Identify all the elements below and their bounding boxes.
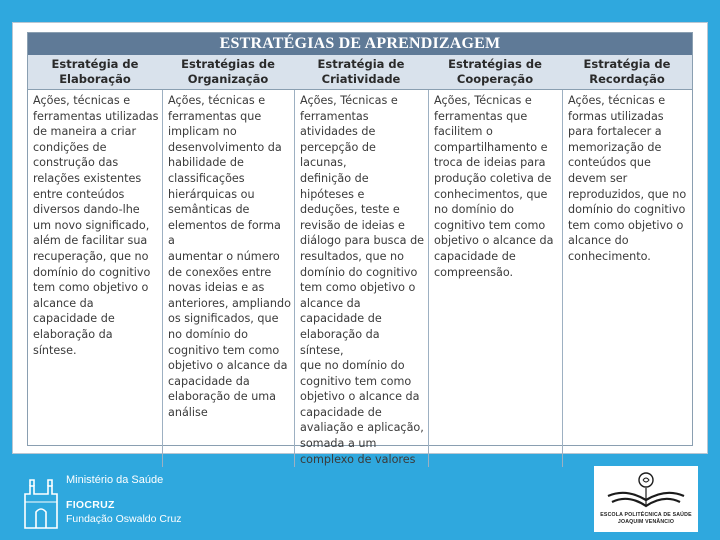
cell-cooperacao: Ações, Técnicas e ferramentas que facilitem o compartilhamento e troca de ideias para produção coletiva de conhecimentos, que no domínio do cognitivo tem como objetivo o alcance da capacidade de compreensão.: [428, 90, 562, 467]
header-criatividade: Estratégia de Criatividade: [317, 57, 405, 86]
strategies-table: [27, 32, 693, 466]
cell-elaboracao: Ações, técnicas e ferramentas utilizadas de maneira a criar condições de construção das relações existentes entre conteúdos diversos dando-lhe um novo significado, além de facilitar sua recuperação, que no domínio do cognitivo tem como objetivo o alcance da capacidade de elaboração da síntese.: [33, 94, 159, 357]
school-name-line1: ESCOLA POLITÉCNICA DE SAÚDE: [600, 512, 692, 518]
table-row: [28, 90, 692, 466]
header-recordacao: Estratégia de Recordação: [583, 57, 671, 86]
cell-criatividade: Ações, Técnicas e ferramentas atividades de percepção de lacunas, definição de hipóteses e deduções, teste e revisão de ideias e diálogo para busca de resultados, que no domínio do cognitivo tem como objetivo o alcance da capacidade de elaboração da síntese, que no domínio do cognitivo tem como objetivo o alcance da capacidade de avaliação e aplicação, somada a um complexo de valores: [294, 90, 428, 467]
cell-organizacao: Ações, técnicas e ferramentas que implicam no desenvolvimento da habilidade de classificações hierárquicas ou semânticas de elementos de forma a aumentar o número de conexões entre novas ideias e as anteriores, ampliando os significados, que no domínio do cognitivo tem como objetivo o alcance da capacidade da elaboração de uma análise: [162, 90, 294, 467]
ministry-label: Ministério da Saúde: [66, 474, 164, 486]
table-title: ESTRATÉGIAS DE APRENDIZAGEM: [28, 33, 692, 55]
open-book-icon: [594, 466, 698, 512]
fiocruz-label: FIOCRUZ: [66, 499, 115, 511]
table-header-row: [28, 55, 692, 90]
cell-recordacao: Ações, técnicas e formas utilizadas para fortalecer a memorização de conteúdos que devem ser reproduzidos, que no domínio do cognitivo tem como objetivo o alcance do conhecimento.: [562, 90, 692, 467]
fiocruz-castle-icon: [22, 472, 60, 530]
foundation-label: Fundação Oswaldo Cruz: [66, 513, 182, 525]
school-name-line2: JOAQUIM VENÂNCIO: [617, 518, 675, 525]
ministry-logo: [22, 466, 232, 528]
header-elaboracao: Estratégia de Elaboração: [51, 57, 139, 86]
school-logo: [594, 466, 698, 532]
header-cooperacao: Estratégias de Cooperação: [448, 57, 542, 86]
header-organizacao: Estratégias de Organização: [181, 57, 275, 86]
school-name: [596, 512, 696, 525]
